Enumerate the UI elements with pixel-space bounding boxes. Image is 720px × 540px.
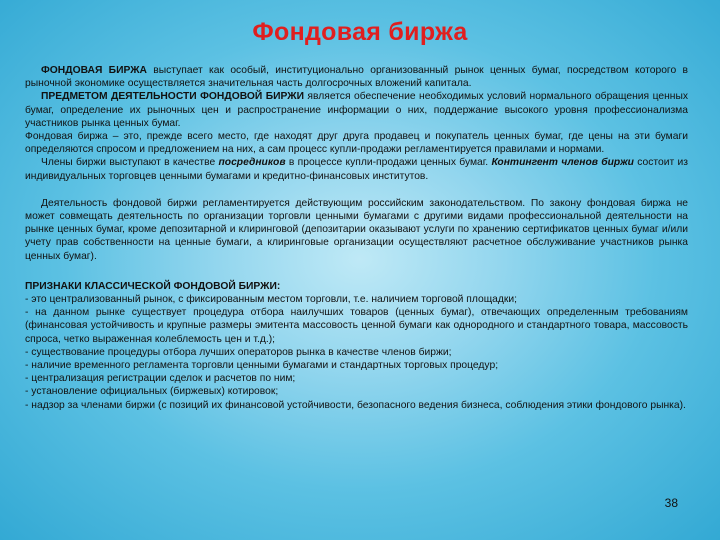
signs-list [25, 293, 688, 412]
term-contingent: Контингент членов биржи [491, 157, 634, 169]
paragraph-meeting-place: Фондовая биржа – это, прежде всего место, где находят друг друга продавец и покупатель ценных бумаг, где цены на эти бумаги определяются спросом и предложением на них, а сам процесс купли-продажи регламентируется правилами и нормами. [25, 131, 688, 156]
slide-title: Фондовая биржа [252, 18, 468, 46]
list-item: - это централизованный рынок, с фиксированным местом торговли, т.е. наличием торговой площадки; [25, 294, 518, 306]
page-number: 38 [664, 496, 678, 510]
list-item: - наличие временного регламента торговли ценными бумагами и стандартных торговых процедур; [25, 360, 499, 372]
list-item: - установление официальных (биржевых) котировок; [25, 386, 279, 398]
term-intermediaries: посредников [218, 157, 286, 169]
list-item: - существование процедуры отбора лучших операторов рынка в качестве членов биржи; [25, 346, 452, 358]
term-stock-exchange: ФОНДОВАЯ БИРЖА [41, 65, 147, 76]
members-text-1: Члены биржи выступают в качестве [41, 157, 219, 169]
paragraph-members [25, 156, 688, 182]
paragraph-definition [25, 64, 688, 90]
paragraph-legislation: Деятельность фондовой биржи регламентируется действующим российским законодательством. По закону фондовая биржа не может совмещать деятельность по организации торговли ценными бумагами с другими видами профессиональной деятельности на рынке ценных бумаг, кроме депозитарной и клиринговой (депозитарии оказывают услуги по хранению сертификатов ценных бумаг и/или учету прав собственности на ценные бумаги, а клиринговые организации осуществляют расчетное обслуживание участников рынка ценных бумаг). [25, 197, 688, 262]
definition-text: выступает как особый, институционально организованный рынок ценных бумаг, посредством которого в рыночной экономике осуществляется значительная часть долгосрочных вложений капитала. [25, 65, 688, 90]
members-text-2: в процессе купли-продажи ценных бумаг. [285, 157, 492, 169]
paragraph-subject [25, 90, 688, 130]
list-item: - централизация регистрации сделок и расчетов по ним; [25, 373, 296, 385]
members-text-3: состоит из индивидуальных торговцев ценными бумагами и кредитно-финансовых институтов. [25, 157, 688, 182]
slide-content [25, 64, 688, 412]
signs-heading: ПРИЗНАКИ КЛАССИЧЕСКОЙ ФОНДОВОЙ БИРЖИ: [25, 280, 281, 292]
term-subject: ПРЕДМЕТОМ ДЕЯТЕЛЬНОСТИ ФОНДОВОЙ БИРЖИ [41, 91, 304, 103]
list-item: - надзор за членами биржи (с позиций их финансовой устойчивости, безопасного ведения бизнеса, соблюдения этики фондового рынка). [25, 399, 686, 411]
list-item: - на данном рынке существует процедура отбора наилучших товаров (ценных бумаг), отвечающих определенным требованиям (финансовая устойчивость и крупные размеры эмитента массовость ценной бумаги как однородного и стандартного товара, массовость спроса, четко выраженная колеблемость цен и т.д.); [25, 307, 688, 345]
subject-text: является обеспечение необходимых условий нормального обращения ценных бумаг, определение их рыночных цен и распространение информации о них, поддержание высокого уровня профессионализма участников рынка ценных бумаг. [25, 91, 688, 129]
